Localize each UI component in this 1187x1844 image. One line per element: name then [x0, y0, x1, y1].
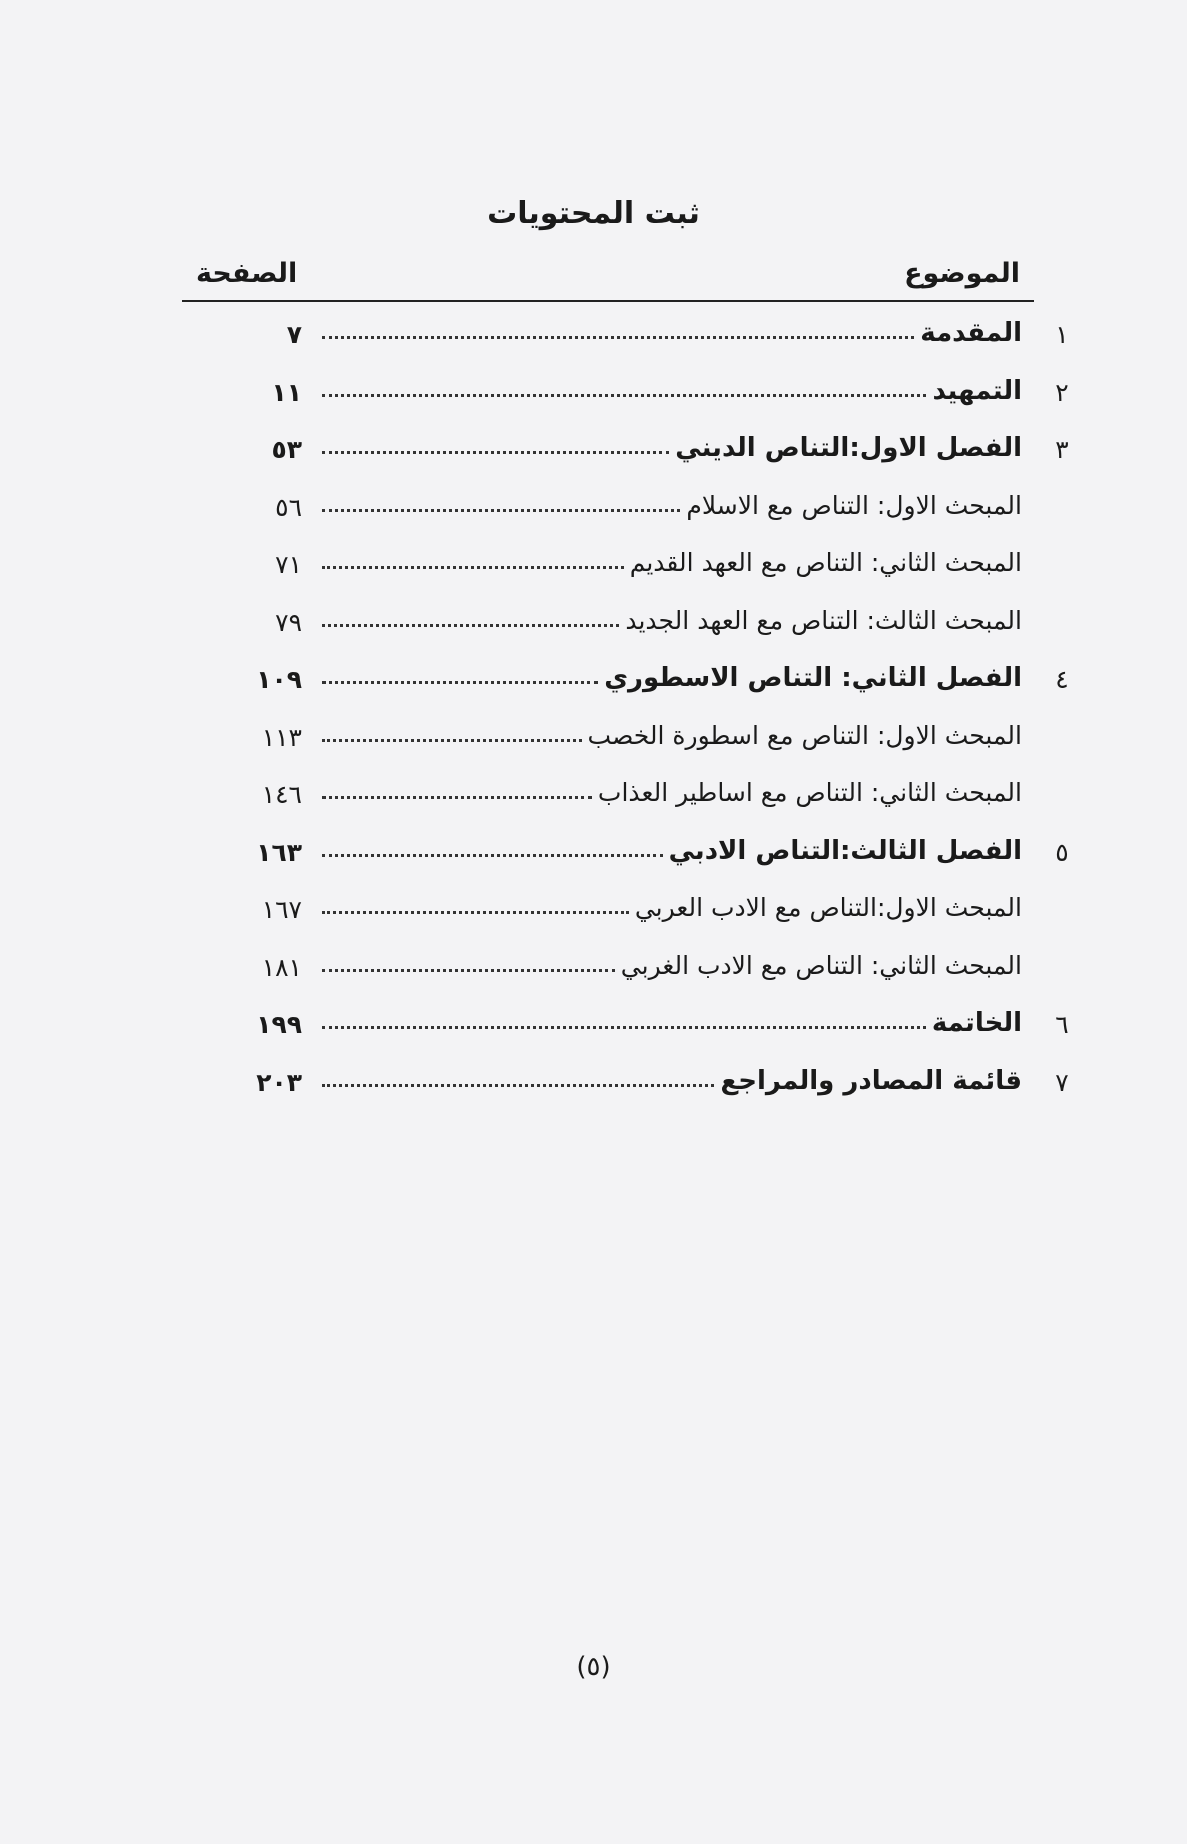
entry-number: ١: [1055, 320, 1069, 349]
entry-page: ١١٣: [261, 722, 302, 752]
toc-entry: [0, 947, 1187, 995]
entry-title: المبحث الثاني: التناص مع العهد القديم: [629, 548, 1022, 577]
entry-title: الفصل الثاني: التناص الاسطوري: [604, 663, 1022, 693]
toc-entry: [0, 832, 1187, 880]
dot-leader: [322, 681, 598, 684]
dot-leader: [322, 1084, 714, 1087]
toc-entry: [0, 659, 1187, 707]
dot-leader: [322, 451, 669, 454]
entry-page: ٧: [286, 320, 302, 349]
page-number: (٥): [576, 1652, 611, 1682]
entry-page: ٧٩: [275, 607, 302, 637]
toc-entry: [0, 1062, 1187, 1110]
entry-page: ١٩٩: [256, 1010, 302, 1039]
entry-page: ١٤٦: [261, 780, 302, 809]
entry-page: ١٦٣: [256, 837, 302, 867]
dot-leader: [322, 566, 624, 569]
toc-entry: [0, 314, 1187, 362]
entry-title: التمهيد: [932, 375, 1022, 406]
dot-leader: [322, 394, 926, 397]
entry-number: ٧: [1055, 1067, 1069, 1097]
toc-entry: [0, 544, 1187, 592]
toc-entry: [0, 487, 1187, 535]
toc-entry: [0, 1004, 1187, 1052]
entry-title: المبحث الثالث: التناص مع العهد الجديد: [625, 605, 1022, 635]
dot-leader: [322, 969, 615, 972]
entry-number: ٥: [1055, 837, 1069, 867]
entry-title: قائمة المصادر والمراجع: [720, 1065, 1022, 1096]
dot-leader: [322, 624, 619, 627]
entry-number: ٣: [1055, 435, 1069, 464]
entry-title: الفصل الثالث:التناص الادبي: [668, 835, 1022, 866]
entry-page: ٥٦: [275, 492, 302, 522]
entry-title: الفصل الاول:التناص الديني: [675, 433, 1022, 463]
page-title: ثبت المحتويات: [487, 196, 700, 231]
entry-page: ١٠٩: [256, 665, 302, 694]
entry-title: المبحث الاول: التناص مع اسطورة الخصب: [587, 720, 1022, 750]
entry-title: المبحث الاول: التناص مع الاسلام: [686, 490, 1022, 520]
topic-column-header: الموضوع: [904, 258, 1020, 289]
toc-entry: [0, 889, 1187, 937]
entry-number: ٦: [1055, 1010, 1069, 1039]
entry-page: ١٨١: [261, 952, 302, 982]
entry-title: المبحث الثاني: التناص مع اساطير العذاب: [597, 778, 1022, 807]
dot-leader: [322, 911, 629, 914]
toc-entry: [0, 602, 1187, 650]
dot-leader: [322, 1026, 926, 1029]
entry-page: ٢٠٣: [256, 1067, 302, 1097]
entry-page: ٧١: [275, 550, 302, 579]
dot-leader: [322, 796, 592, 799]
entry-page: ١١: [271, 377, 302, 407]
toc-entry: [0, 372, 1187, 420]
page-column-header: الصفحة: [196, 258, 298, 289]
entry-title: المبحث الثاني: التناص مع الادب الغربي: [620, 950, 1022, 980]
toc-entry: [0, 717, 1187, 765]
entry-title: الخاتمة: [931, 1008, 1022, 1038]
entry-title: المبحث الاول:التناص مع الادب العربي: [634, 893, 1022, 922]
dot-leader: [322, 509, 680, 512]
dot-leader: [322, 739, 582, 742]
toc-entry: [0, 774, 1187, 822]
entry-number: ٤: [1055, 665, 1069, 694]
entry-page: ١٦٧: [261, 895, 302, 924]
dot-leader: [322, 336, 914, 339]
entry-title: المقدمة: [920, 318, 1022, 348]
entry-page: ٥٣: [271, 435, 302, 464]
dot-leader: [322, 854, 663, 857]
entry-number: ٢: [1055, 377, 1069, 407]
toc-entry: [0, 429, 1187, 477]
